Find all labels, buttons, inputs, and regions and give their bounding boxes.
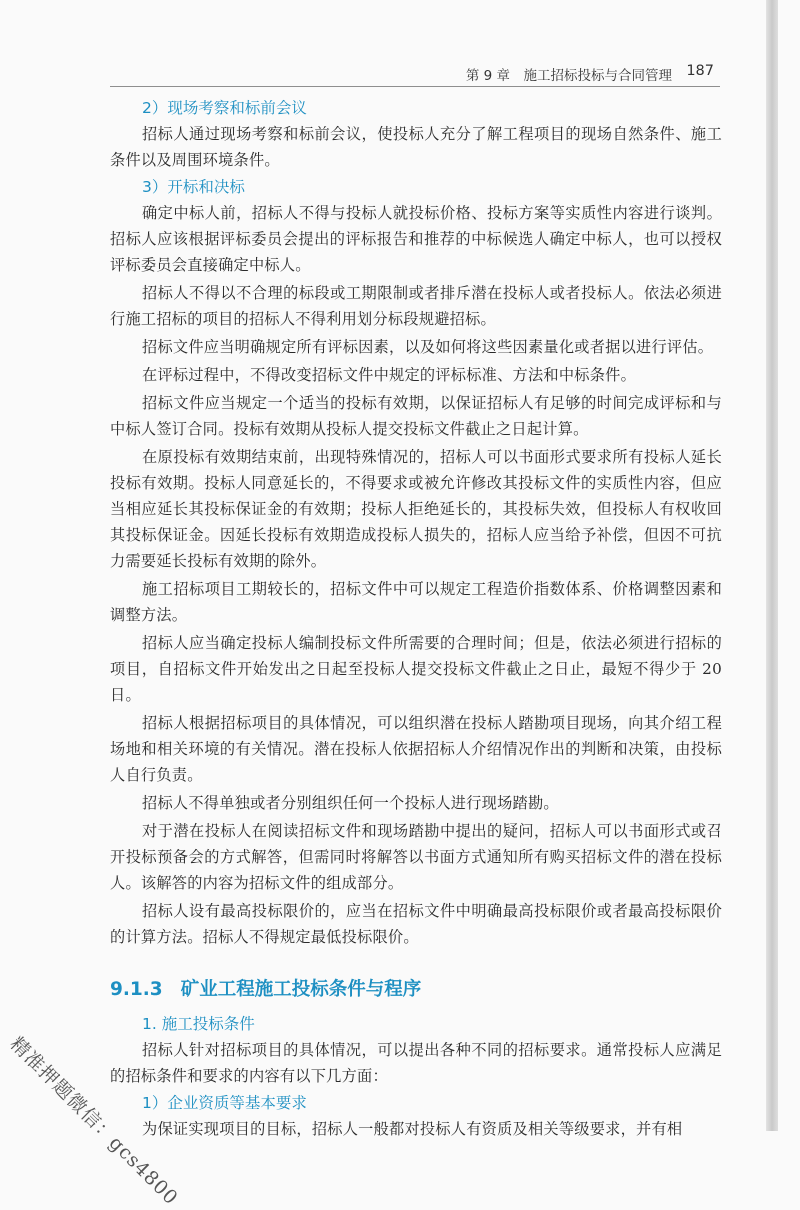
subheading-bid-opening: 3）开标和决标 — [142, 178, 245, 196]
page-number: 187 — [686, 63, 714, 79]
running-header — [110, 60, 720, 87]
paragraph: 招标文件应当明确规定所有评标因素，以及如何将这些因素量化或者据以进行评估。 — [142, 338, 714, 356]
paragraph: 在评标过程中，不得改变招标文件中规定的评标标准、方法和中标条件。 — [142, 366, 636, 384]
body-text — [110, 96, 722, 1144]
paragraph: 对于潜在投标人在阅读招标文件和现场踏勘中提出的疑问，招标人可以书面形式或召开投标预备会的方式解答，但需同时将解答以书面方式通知所有购买招标文件的潜在投标人。该解答的内容为招标文件的组成部分。 — [110, 822, 722, 892]
paragraph: 施工招标项目工期较长的，招标文件中可以规定工程造价指数体系、价格调整因素和调整方法。 — [110, 580, 722, 624]
paragraph: 招标文件应当规定一个适当的投标有效期，以保证招标人有足够的时间完成评标和与中标人签订合同。投标有效期从投标人提交投标文件截止之日起计算。 — [110, 394, 722, 438]
section-number: 9.1.3 — [110, 979, 163, 1000]
chapter-title: 第 9 章 施工招标投标与合同管理 — [465, 68, 672, 84]
subheading-bid-conditions: 1. 施工投标条件 — [142, 1015, 255, 1033]
paragraph: 招标人根据招标项目的具体情况，可以组织潜在投标人踏勘项目现场，向其介绍工程场地和相关环境的有关情况。潜在投标人依据招标人介绍情况作出的判断和决策，由投标人自行负责。 — [110, 714, 722, 784]
paragraph: 招标人不得单独或者分别组织任何一个投标人进行现场踏勘。 — [142, 794, 559, 812]
paragraph: 招标人应当确定投标人编制投标文件所需要的合理时间；但是，依法必须进行招标的项目，自招标文件开始发出之日起至投标人提交投标文件截止之日止，最短不得少于 20 日。 — [110, 634, 722, 704]
page-edge-shadow — [766, 0, 778, 1131]
diagonal-watermark: 精准押题微信：gcs4800 — [5, 1032, 183, 1210]
paragraph: 在原投标有效期结束前，出现特殊情况的，招标人可以书面形式要求所有投标人延长投标有效期。投标人同意延长的，不得要求或被允许修改其投标文件的实质性内容，但应当相应延长其投标保证金的有效期；投标人拒绝延长的，其投标失效，但投标人有权收回其投标保证金。因延长投标有效期造成投标人损失的，招标人应当给予补偿，但因不可抗力需要延长投标有效期的除外。 — [110, 448, 722, 570]
paragraph: 招标人设有最高投标限价的，应当在招标文件中明确最高投标限价或者最高投标限价的计算方法。招标人不得规定最低投标限价。 — [110, 902, 722, 946]
section-title: 矿业工程施工投标条件与程序 — [180, 979, 422, 1000]
subheading-site-visit: 2）现场考察和标前会议 — [142, 99, 307, 117]
subheading-qualification: 1）企业资质等基本要求 — [142, 1094, 307, 1112]
paragraph: 招标人通过现场考察和标前会议，使投标人充分了解工程项目的现场自然条件、施工条件以及周围环境条件。 — [110, 125, 722, 169]
paragraph: 确定中标人前，招标人不得与投标人就投标价格、投标方案等实质性内容进行谈判。招标人应该根据评标委员会提出的评标报告和推荐的中标候选人确定中标人，也可以授权评标委员会直接确定中标人。 — [110, 204, 722, 274]
paragraph: 为保证实现项目的目标，招标人一般都对投标人有资质及相关等级要求，并有相 — [142, 1120, 683, 1138]
section-heading — [110, 976, 722, 1004]
paragraph: 招标人针对招标项目的具体情况，可以提出各种不同的招标要求。通常投标人应满足的招标条件和要求的内容有以下几方面： — [110, 1041, 722, 1085]
paragraph: 招标人不得以不合理的标段或工期限制或者排斥潜在投标人或者投标人。依法必须进行施工招标的项目的招标人不得利用划分标段规避招标。 — [110, 284, 722, 328]
